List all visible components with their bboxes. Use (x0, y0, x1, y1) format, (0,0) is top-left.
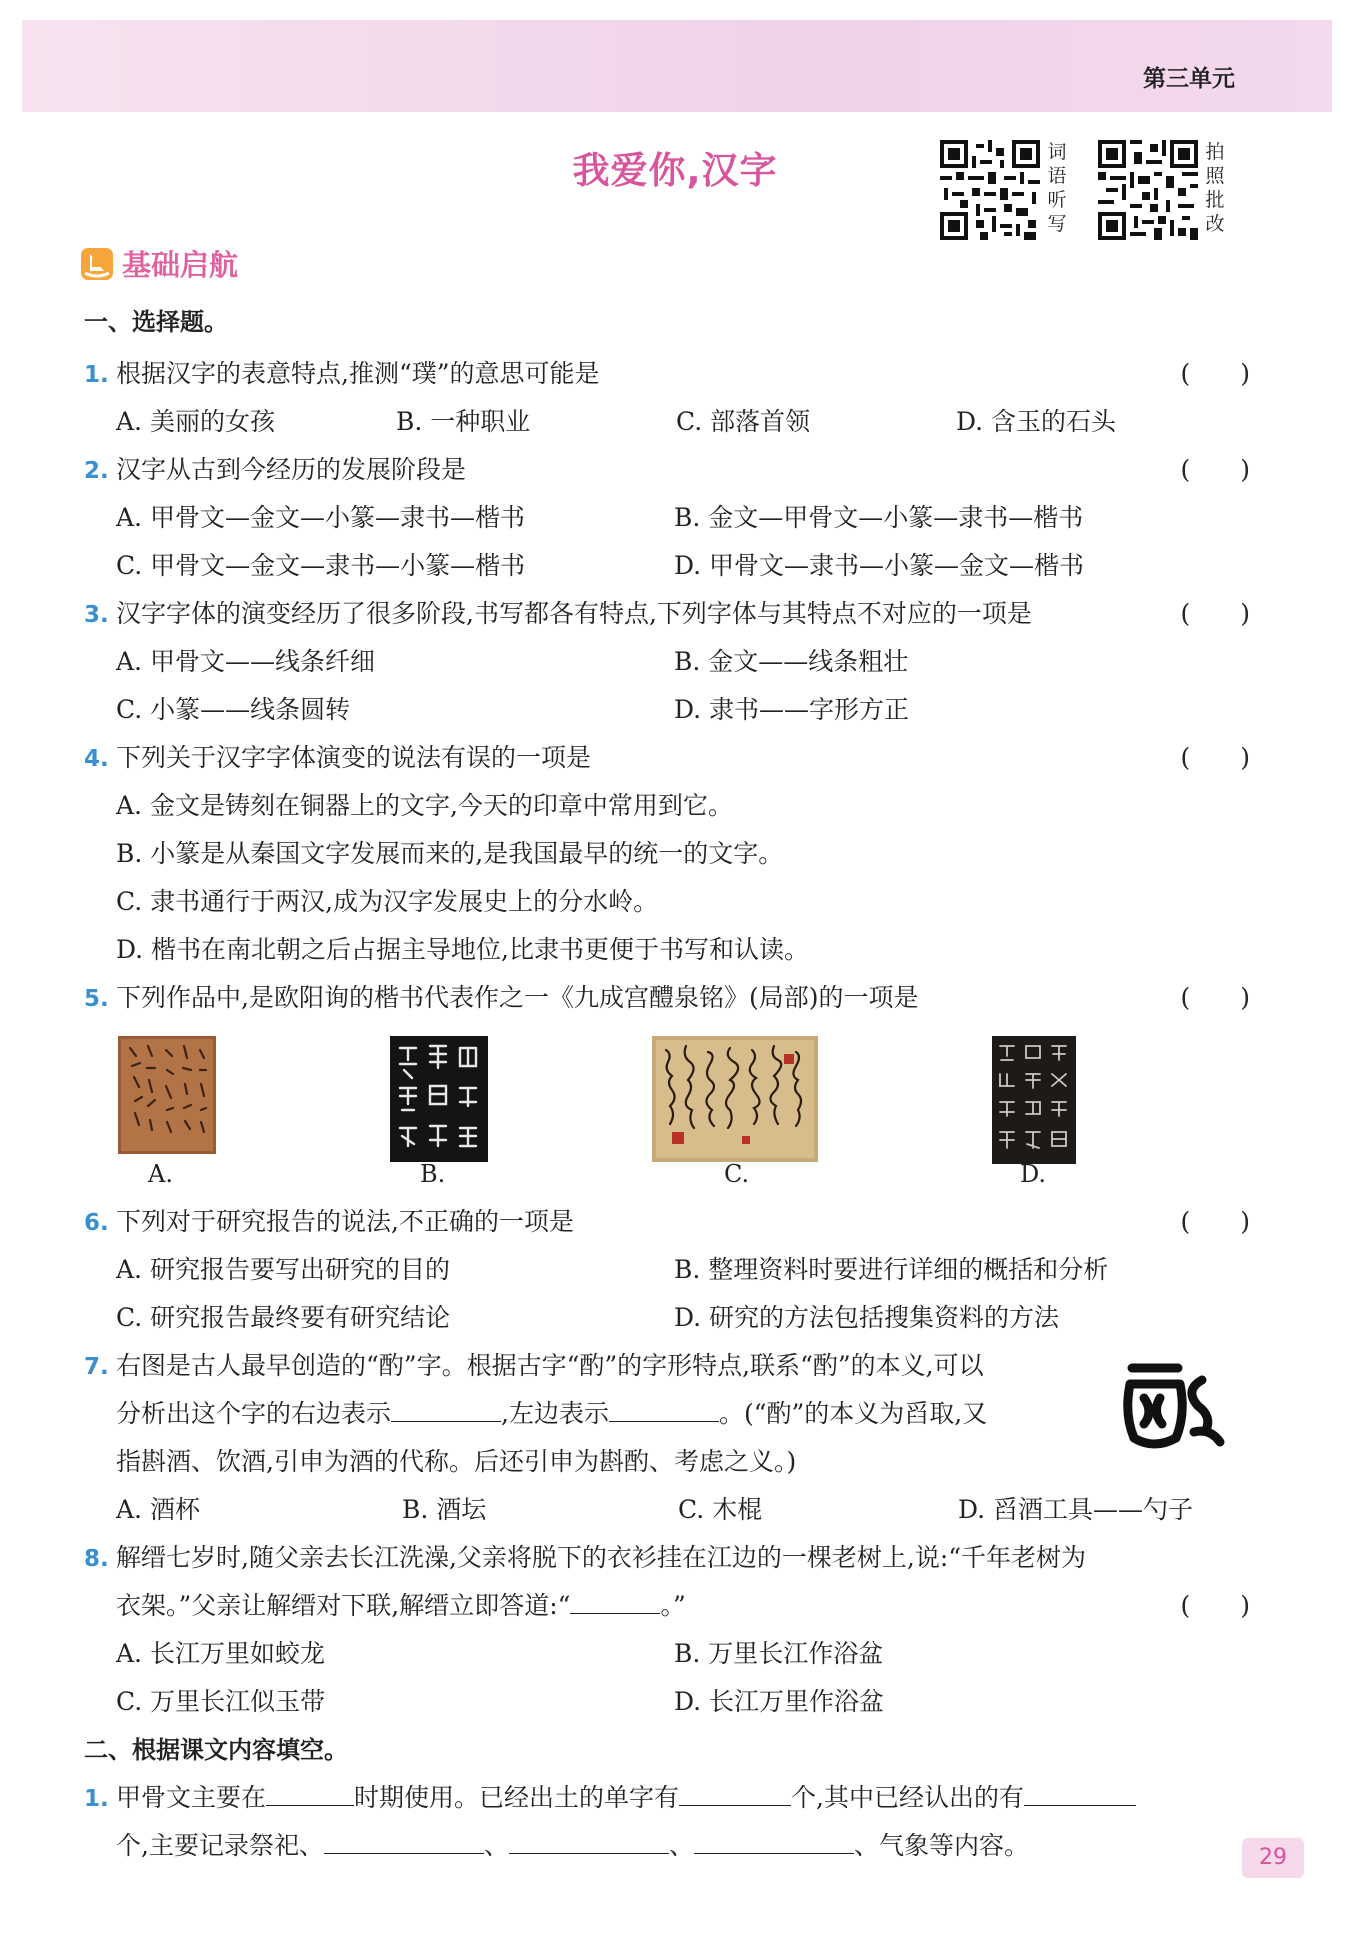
answer-blank[interactable] (266, 1776, 354, 1806)
option-c[interactable]: C. 小篆——线条圆转 (116, 695, 351, 724)
fill-question-1-line-2: 个,主要记录祭祀、 、 、 、气象等内容。 (84, 1822, 1250, 1870)
exercise-content (84, 302, 1250, 1870)
question-text: 下列关于汉字字体演变的说法有误的一项是 (116, 743, 592, 772)
answer-bracket[interactable]: ( ) (1180, 599, 1250, 628)
option-b[interactable]: B. 万里长江作浴盆 (674, 1639, 884, 1668)
question-text: 汉字从古到今经历的发展阶段是 (116, 455, 467, 484)
sail-icon (80, 247, 114, 281)
option-b[interactable]: B. 金文—甲骨文—小篆—隶书—楷书 (674, 503, 1084, 532)
calligraphy-options (84, 1022, 1250, 1198)
question-text: 右图是古人最早创造的“酌”字。根据古字“酌”的字形特点,联系“酌”的本义,可以 (116, 1351, 984, 1380)
option-d[interactable]: D. 研究的方法包括搜集资料的方法 (674, 1303, 1060, 1332)
question-text: 下列对于研究报告的说法,不正确的一项是 (116, 1207, 574, 1236)
options-row (84, 1486, 1250, 1534)
option-a[interactable]: A. 酒杯 (116, 1495, 200, 1524)
question-number: 1. (84, 1786, 109, 1812)
option-d[interactable]: D. 含玉的石头 (956, 407, 1117, 436)
option-b[interactable]: B. 一种职业 (396, 407, 531, 436)
option-c[interactable]: C. 甲骨文—金文—隶书—小篆—楷书 (116, 551, 526, 580)
answer-blank[interactable] (609, 1392, 719, 1422)
options-row (84, 686, 1250, 734)
image-label-a: A. (148, 1160, 173, 1188)
question-number: 7. (84, 1354, 109, 1380)
question-number: 3. (84, 602, 109, 628)
option-c[interactable]: C. 木棍 (678, 1495, 763, 1524)
question-text: 根据汉字的表意特点,推测“璞”的意思可能是 (116, 359, 600, 388)
qr-caption: 词 语 听 写 (1047, 141, 1067, 235)
question-number: 4. (84, 746, 109, 772)
question-number: 5. (84, 986, 109, 1012)
fill-question-1: 1. 甲骨文主要在 时期使用。已经出土的单字有 个,其中已经认出的有 (84, 1774, 1250, 1822)
answer-bracket[interactable]: ( ) (1180, 359, 1250, 388)
option-b[interactable]: B. 金文——线条粗壮 (674, 647, 909, 676)
option-d[interactable]: D. 长江万里作浴盆 (674, 1687, 885, 1716)
options-row (84, 638, 1250, 686)
option-a[interactable]: A. 甲骨文——线条纤细 (116, 647, 375, 676)
calligraphy-image-c[interactable] (652, 1036, 818, 1162)
options-row (84, 1246, 1250, 1294)
question-3 (84, 590, 1250, 638)
answer-blank[interactable] (391, 1392, 501, 1422)
question-1 (84, 350, 1250, 398)
qr-caption: 拍 照 批 改 (1205, 141, 1225, 235)
options-row (84, 1294, 1250, 1342)
part2-title: 二、根据课文内容填空。 (84, 1736, 348, 1764)
option-a[interactable]: A. 研究报告要写出研究的目的 (116, 1255, 450, 1284)
qr-code-icon[interactable] (1098, 140, 1198, 240)
question-number: 6. (84, 1210, 109, 1236)
part1-title: 一、选择题。 (84, 308, 228, 336)
answer-bracket[interactable]: ( ) (1180, 1207, 1250, 1236)
question-8 (84, 1534, 1250, 1582)
answer-blank[interactable] (1024, 1776, 1136, 1806)
option-a[interactable]: A. 甲骨文—金文—小篆—隶书—楷书 (116, 503, 525, 532)
options-row (84, 398, 1250, 446)
answer-blank[interactable] (570, 1584, 660, 1614)
question-7 (84, 1342, 1250, 1390)
option-d[interactable]: D. 隶书——字形方正 (674, 695, 910, 724)
option-d[interactable]: D. 楷书在南北朝之后占据主导地位,比隶书更便于书写和认读。 (116, 935, 809, 964)
option-b[interactable]: B. 整理资料时要进行详细的概括和分析 (674, 1255, 1109, 1284)
answer-blank[interactable] (694, 1824, 854, 1854)
question-5 (84, 974, 1250, 1022)
option-b[interactable]: B. 酒坛 (402, 1495, 487, 1524)
qr-code-icon[interactable] (940, 140, 1040, 240)
answer-bracket[interactable]: ( ) (1180, 743, 1250, 772)
qr-dictation[interactable] (940, 140, 1068, 240)
option-c[interactable]: C. 研究报告最终要有研究结论 (116, 1303, 451, 1332)
answer-blank[interactable] (324, 1824, 484, 1854)
image-label-c: C. (724, 1160, 750, 1188)
question-number: 8. (84, 1546, 109, 1572)
question-7-line-3: 指斟酒、饮酒,引申为酒的代称。后还引申为斟酌、考虑之义。) (116, 1447, 797, 1476)
option-c[interactable]: C. 部落首领 (676, 407, 811, 436)
options-row (84, 542, 1250, 590)
answer-blank[interactable] (509, 1824, 669, 1854)
question-text: 解缙七岁时,随父亲去长江洗澡,父亲将脱下的衣衫挂在江边的一棵老树上,说:“千年老树为 (116, 1543, 1087, 1572)
question-2 (84, 446, 1250, 494)
option-a[interactable]: A. 美丽的女孩 (116, 407, 275, 436)
answer-bracket[interactable]: ( ) (1180, 1591, 1250, 1620)
image-label-d: D. (1020, 1160, 1047, 1188)
option-c[interactable]: C. 万里长江似玉带 (116, 1687, 326, 1716)
calligraphy-image-d[interactable] (992, 1036, 1076, 1164)
option-d[interactable]: D. 舀酒工具——勺子 (958, 1495, 1194, 1524)
page-title: 我爱你,汉字 (572, 149, 778, 192)
question-text: 下列作品中,是欧阳询的楷书代表作之一《九成宫醴泉铭》(局部)的一项是 (116, 983, 919, 1012)
question-text: 汉字字体的演变经历了很多阶段,书写都各有特点,下列字体与其特点不对应的一项是 (116, 599, 1032, 628)
option-c[interactable]: C. 隶书通行于两汉,成为汉字发展史上的分水岭。 (116, 887, 659, 916)
answer-blank[interactable] (679, 1776, 791, 1806)
ancient-zhuo-character-image (1114, 1350, 1234, 1460)
image-label-b: B. (420, 1160, 446, 1188)
question-6 (84, 1198, 1250, 1246)
answer-bracket[interactable]: ( ) (1180, 983, 1250, 1012)
option-b[interactable]: B. 小篆是从秦国文字发展而来的,是我国最早的统一的文字。 (116, 839, 784, 868)
options-row (84, 1630, 1250, 1678)
option-a[interactable]: A. 长江万里如蛟龙 (116, 1639, 325, 1668)
question-number: 2. (84, 458, 109, 484)
qr-photo-correct[interactable] (1098, 140, 1226, 240)
section-title: 基础启航 (122, 248, 239, 282)
option-a[interactable]: A. 金文是铸刻在铜器上的文字,今天的印章中常用到它。 (116, 791, 733, 820)
calligraphy-image-b[interactable] (390, 1036, 488, 1162)
unit-label: 第三单元 (1143, 66, 1235, 92)
answer-bracket[interactable]: ( ) (1180, 455, 1250, 484)
options-row (84, 494, 1250, 542)
page-number: 29 (1242, 1838, 1304, 1878)
section-head (80, 243, 238, 284)
option-d[interactable]: D. 甲骨文—隶书—小篆—金文—楷书 (674, 551, 1085, 580)
options-row (84, 1678, 1250, 1726)
question-number: 1. (84, 362, 109, 388)
question-8-line-2: 衣架。”父亲让解缙对下联,解缙立即答道:“ 。” ( ) (84, 1582, 1250, 1630)
question-4 (84, 734, 1250, 782)
calligraphy-image-a[interactable] (118, 1036, 216, 1154)
header-band (22, 20, 1332, 112)
question-7-line-2: 分析出这个字的右边表示 ,左边表示 。(“酌”的本义为舀取,又 (84, 1390, 1250, 1438)
